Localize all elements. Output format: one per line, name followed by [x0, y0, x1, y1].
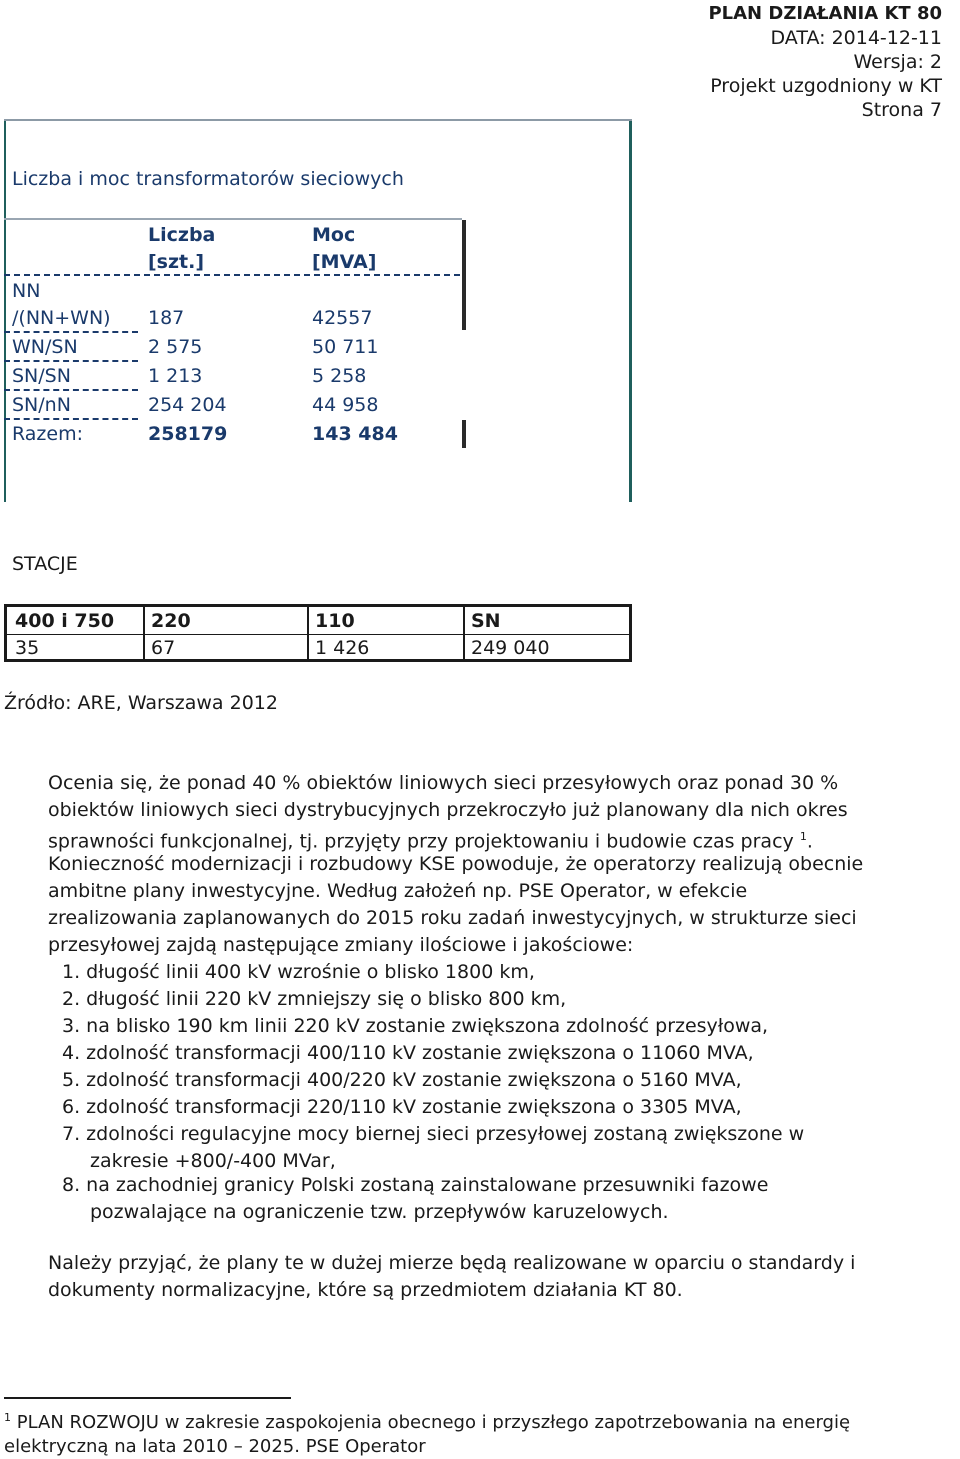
- row-count: 254 204: [148, 394, 227, 416]
- row-label: SN/SN: [12, 365, 71, 387]
- paragraph-line: ambitne plany inwestycyjne. Według założeń np. PSE Operator, w efekcie: [48, 880, 748, 902]
- footnote-line: [4, 1406, 850, 1435]
- header-divider: [4, 274, 460, 276]
- list-item: 7. zdolności regulacyjne mocy biernej sieci przesyłowej zostaną zwiększone w: [62, 1123, 805, 1145]
- conclusion-line: dokumenty normalizacyjne, które są przedmiotem działania KT 80.: [48, 1278, 683, 1301]
- footnote-reference: 1: [799, 830, 807, 843]
- stations-header-cell: 400 i 750: [15, 610, 115, 632]
- list-item: 8. na zachodniej granicy Polski zostaną zainstalowane przesuwniki fazowe: [62, 1174, 769, 1196]
- list-item: 3. na blisko 190 km linii 220 kV zostanie zwiększona zdolność przesyłowa,: [62, 1015, 769, 1037]
- paragraph-line-text: sprawności funkcjonalnej, tj. przyjęty przy projektowaniu i budowie czas pracy: [48, 830, 794, 853]
- row-label-cont: /(NN+WN): [12, 307, 111, 329]
- list-item: 2. długość linii 220 kV zmniejszy się o blisko 800 km,: [62, 988, 567, 1010]
- col-power-unit: [MVA]: [312, 251, 377, 273]
- frame-right-border: [629, 121, 632, 502]
- footnote-mark: 1: [4, 1411, 11, 1424]
- total-power: 143 484: [312, 423, 398, 445]
- document-status: Projekt uzgodniony w KT: [710, 75, 942, 97]
- row-power: 5 258: [312, 365, 367, 387]
- paragraph-line: obiektów liniowych sieci dystrybucyjnych przekroczyło już planowany dla nich okres: [48, 799, 848, 821]
- conclusion-paragraph: [48, 1250, 855, 1304]
- row-label: WN/SN: [12, 336, 78, 358]
- list-item-continuation: zakresie +800/-400 MVar,: [90, 1150, 336, 1172]
- stations-table: [4, 604, 632, 662]
- list-item: 4. zdolność transformacji 400/110 kV zostanie zwiększona o 11060 MVA,: [62, 1042, 754, 1064]
- stations-col-divider: [307, 607, 309, 659]
- source-note: Źródło: ARE, Warszawa 2012: [4, 692, 278, 714]
- stations-value-cell: 249 040: [471, 637, 550, 659]
- stations-header-row: [7, 608, 629, 634]
- row-label: NN: [12, 280, 41, 302]
- stations-header-cell: 110: [315, 610, 355, 632]
- document-title: PLAN DZIAŁANIA KT 80: [708, 3, 942, 24]
- stations-col-divider: [143, 607, 145, 659]
- document-date: DATA: 2014-12-11: [770, 27, 942, 49]
- footnote: [4, 1406, 850, 1459]
- stations-header-cell: 220: [151, 610, 191, 632]
- total-label: Razem:: [12, 423, 83, 445]
- stations-value-cell: 1 426: [315, 637, 370, 659]
- row-divider: [4, 418, 138, 420]
- row-power: 42557: [312, 307, 373, 329]
- footnote-line: elektryczną na lata 2010 – 2025. PSE Operator: [4, 1436, 426, 1457]
- list-item: 6. zdolność transformacji 220/110 kV zostanie zwiększona o 3305 MVA,: [62, 1096, 742, 1118]
- table-right-border: [462, 220, 466, 330]
- stations-value-cell: 67: [151, 637, 176, 659]
- footnote-separator: [4, 1397, 291, 1399]
- transformers-heading: Liczba i moc transformatorów sieciowych: [12, 168, 404, 190]
- stations-value-row: [7, 635, 629, 661]
- paragraph-line: przesyłowej zajdą następujące zmiany ilościowe i jakościowe:: [48, 934, 634, 956]
- row-divider: [4, 360, 138, 362]
- row-power: 44 958: [312, 394, 379, 416]
- col-count-unit: [szt.]: [148, 251, 205, 273]
- paragraph-line-with-footnote: sprawności funkcjonalnej, tj. przyjęty przy projektowaniu i budowie czas pracy $^1$.: [48, 830, 813, 853]
- footnote-text: PLAN ROZWOJU w zakresie zaspokojenia obecnego i przyszłego zapotrzebowania na energię: [11, 1412, 851, 1433]
- page-number: Strona 7: [861, 99, 942, 121]
- stations-heading: STACJE: [12, 553, 78, 575]
- table-right-border-lower: [462, 420, 466, 448]
- col-power-header: Moc: [312, 224, 356, 246]
- row-label: SN/nN: [12, 394, 71, 416]
- list-item: 5. zdolność transformacji 400/220 kV zostanie zwiększona o 5160 MVA,: [62, 1069, 742, 1091]
- row-divider: [4, 389, 138, 391]
- col-count-header: Liczba: [148, 224, 216, 246]
- stations-value-cell: 35: [15, 637, 40, 659]
- row-count: 187: [148, 307, 185, 329]
- list-item-continuation: pozwalające na ograniczenie tzw. przepływów karuzelowych.: [90, 1201, 669, 1223]
- conclusion-line: Należy przyjąć, że plany te w dużej mierze będą realizowane w oparciu o standardy i: [48, 1252, 856, 1274]
- paragraph-line: Konieczność modernizacji i rozbudowy KSE powoduje, że operatorzy realizują obecnie: [48, 853, 864, 875]
- row-count: 1 213: [148, 365, 203, 387]
- document-version: Wersja: 2: [853, 51, 942, 73]
- row-divider: [4, 331, 138, 333]
- list-item: 1. długość linii 400 kV wzrośnie o blisko 1800 km,: [62, 961, 535, 983]
- row-power: 50 711: [312, 336, 379, 358]
- transformer-table: [4, 218, 462, 448]
- total-count: 258179: [148, 423, 228, 445]
- stations-col-divider: [463, 607, 465, 659]
- stations-header-cell: SN: [471, 610, 501, 632]
- row-count: 2 575: [148, 336, 203, 358]
- paragraph-line: zrealizowania zaplanowanych do 2015 roku zadań inwestycyjnych, w strukturze sieci: [48, 907, 857, 929]
- paragraph-line: Ocenia się, że ponad 40 % obiektów liniowych sieci przesyłowych oraz ponad 30 %: [48, 772, 839, 794]
